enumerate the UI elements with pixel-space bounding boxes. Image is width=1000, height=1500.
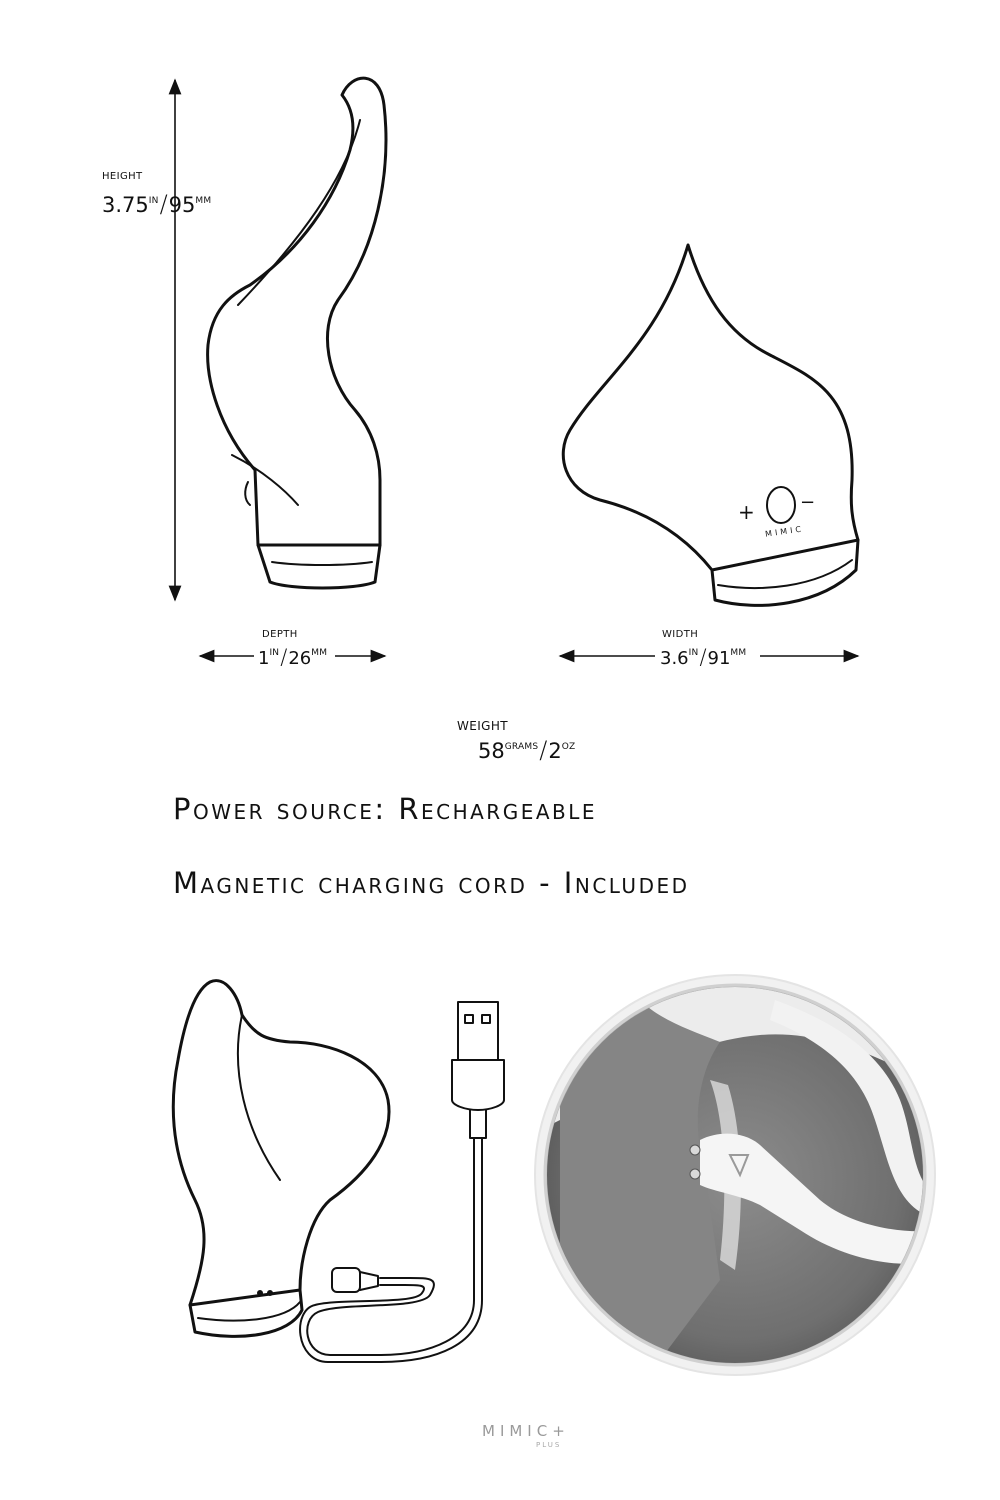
device-brand-mark: MIMIC	[764, 524, 805, 539]
footer-brand-sub: PLUS	[536, 1441, 562, 1449]
weight-value-oz: 2	[548, 739, 562, 763]
height-value-mm: 95	[168, 193, 196, 217]
width-label: WIDTH	[662, 629, 699, 640]
minus-icon: −	[800, 492, 816, 513]
height-value-in: 3.75	[102, 193, 149, 217]
dimension-drawings	[0, 0, 1000, 700]
device-side-view	[208, 78, 386, 588]
footer-brand: MIMIC+	[482, 1422, 570, 1440]
zoom-photo	[535, 975, 940, 1380]
depth-unit-mm: MM	[311, 648, 328, 658]
depth-value-in: 1	[258, 648, 270, 669]
power-source-text: Power source: Rechargeable	[173, 792, 598, 826]
depth-value-mm: 26	[288, 648, 312, 669]
width-unit-in: IN	[688, 648, 699, 658]
charging-illustration	[0, 960, 1000, 1380]
usb-plug-icon	[458, 1002, 498, 1060]
weight-value: $58^{GRAMS}/2^{OZ}$	[478, 736, 576, 764]
usb-cable	[300, 1002, 504, 1362]
plus-icon: +	[738, 500, 755, 524]
weight-value-grams: 58	[478, 739, 505, 763]
height-value: $3.75^{IN}/95^{MM}$	[102, 190, 212, 218]
charging-cord-text: Magnetic charging cord - Included	[173, 866, 690, 900]
weight-label: WEIGHT	[457, 719, 509, 733]
width-value-in: 3.6	[660, 648, 689, 669]
power-button-icon	[767, 487, 795, 523]
device-back-view	[173, 981, 389, 1337]
device-front-view	[563, 245, 858, 605]
depth-label: DEPTH	[262, 629, 298, 640]
charging-port-dot	[267, 1290, 273, 1296]
depth-unit-in: IN	[269, 648, 280, 658]
height-label: HEIGHT	[102, 171, 143, 182]
weight-unit-grams: GRAMS	[504, 742, 539, 752]
height-unit-mm: MM	[195, 196, 212, 206]
height-unit-in: IN	[148, 196, 159, 206]
charging-port-dot	[257, 1290, 263, 1296]
weight-unit-oz: OZ	[561, 742, 576, 752]
width-value: $3.6^{IN}/91^{MM}$	[660, 645, 747, 669]
magnetic-connector-icon	[332, 1268, 360, 1292]
depth-value: $1^{IN}/26^{MM}$	[258, 645, 328, 669]
width-value-mm: 91	[707, 648, 731, 669]
width-unit-mm: MM	[730, 648, 747, 658]
